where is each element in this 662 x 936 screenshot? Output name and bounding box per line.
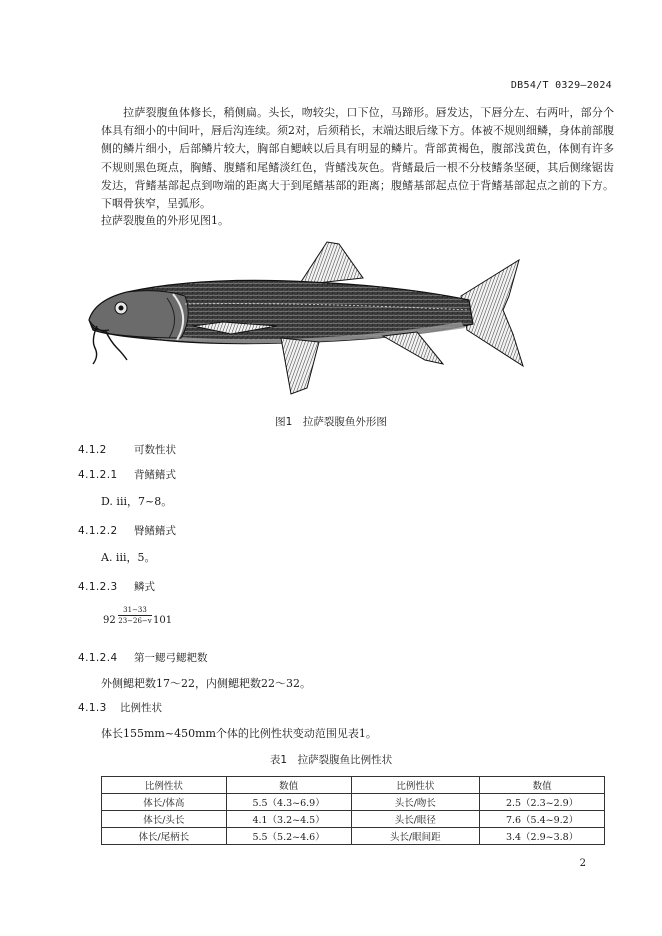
heading-title: 比例性状 [120,702,162,714]
scale-formula-bottom: 23−26−v [118,617,152,625]
table-cell: 4.1（3.2~4.5） [226,811,351,828]
table-cell: 5.5（4.3~6.9） [226,794,351,811]
figure-reference-text: 拉萨裂腹鱼的外形见图1。 [101,214,229,227]
heading-title: 鳞式 [134,581,155,593]
table-header-cell: 比例性状 [102,777,227,794]
table-header-cell: 数值 [226,777,351,794]
heading-4-1-2-3 [78,579,155,594]
heading-4-1-2-2 [78,523,176,538]
heading-number: 4.1.2.4 [78,652,118,664]
heading-number: 4.1.3 [78,702,107,714]
heading-title: 可数性状 [134,444,176,456]
table-header-cell: 数值 [480,777,605,794]
table-header-cell: 比例性状 [351,777,480,794]
heading-number: 4.1.2 [78,444,107,456]
scale-formula-suffix: 101 [153,615,173,626]
heading-4-1-2 [78,442,176,457]
heading-number: 4.1.2.2 [78,525,118,537]
heading-4-1-2-4 [78,650,208,665]
fish-illustration [81,238,531,398]
dorsal-fin-formula: D. iii，7~8。 [101,495,173,508]
description-text: 拉萨裂腹鱼体修长，稍侧扁。头长，吻较尖，口下位，马蹄形。唇发达，下唇分左、右两叶，部分个体具有细小的中间叶，唇后沟连续。须2对，后须稍长，末端达眼后缘下方。体被不规则细鳞，身体前部腹侧的鳞片细小，后部鳞片较大，胸部自鳃峡以后具有明显的鳞片。背部黄褐色，腹部浅黄色，体侧有许多不规则黑色斑点，胸鳍、腹鳍和尾鳍淡红色，背鳍浅灰色。背鳍最后一根不分枝鳍条坚硬，其后侧缘锯齿发达，背鳍基部起点到吻端的距离大于到尾鳍基部的距离；腹鳍基部起点位于背鳍基部起点之前的下方。下咽骨狭窄，呈弧形。 [101,106,614,211]
heading-number: 4.1.2.1 [78,469,118,481]
table-row [102,828,605,845]
page-number: 2 [579,858,586,869]
scale-formula-fraction [118,606,152,625]
heading-number: 4.1.2.3 [78,581,118,593]
figure-caption: 图1 拉萨裂腹鱼外形图 [275,416,387,428]
gill-raker-count: 外侧鳃耙数17～22，内侧鳃耙数22～32。 [101,677,311,690]
heading-title: 背鳍鳍式 [134,469,176,481]
description-paragraph [101,104,614,213]
table-cell: 5.5（5.2~4.6） [226,828,351,845]
table-cell: 体长/尾柄长 [102,828,227,845]
scale-formula-top: 31−33 [123,606,147,614]
heading-title: 第一鳃弓鳃耙数 [134,652,208,664]
figure-reference-paragraph [101,212,614,230]
table-row [102,794,605,811]
proportion-description: 体长155mm~450mm个体的比例性状变动范围见表1。 [101,727,377,740]
scale-formula-prefix: 92 [103,615,116,626]
proportion-table [101,776,605,845]
table-cell: 体长/体高 [102,794,227,811]
table-row [102,811,605,828]
table-cell: 7.6（5.4~9.2） [480,811,605,828]
table-cell: 头长/眼间距 [351,828,480,845]
document-code: DB54/T 0329—2024 [510,80,612,91]
anal-fin-formula: A. iii，5。 [101,551,156,564]
heading-4-1-2-1 [78,467,176,482]
heading-title: 臀鳍鳍式 [134,525,176,537]
table-cell: 3.4（2.9~3.8） [480,828,605,845]
fraction-bar [118,615,152,616]
table-title: 表1 拉萨裂腹鱼比例性状 [269,754,393,766]
heading-4-1-3 [78,700,162,715]
table-cell: 头长/吻长 [351,794,480,811]
table-header-row [102,777,605,794]
table-cell: 2.5（2.3~2.9） [480,794,605,811]
table-cell: 头长/眼径 [351,811,480,828]
table-cell: 体长/头长 [102,811,227,828]
